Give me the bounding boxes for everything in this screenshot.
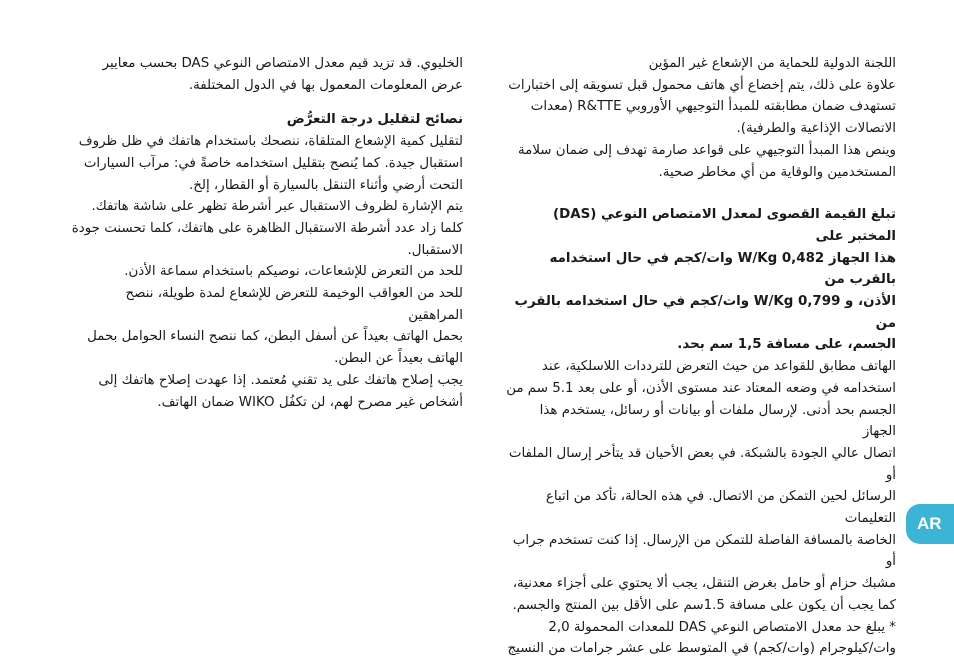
das-value-line: الأذن، و 0,799 W/Kg وات/كجم في حال استخدامه بالقرب من — [514, 294, 896, 331]
tips-line: الاستقبال. — [407, 242, 463, 258]
das-value-line: هذا الجهاز 0,482 W/Kg وات/كجم في حال استخدامه بالقرب من — [549, 250, 896, 288]
body-line: كما يجب أن يكون على مسافة 1.5سم على الأقل بين المنتج والجسم. — [512, 597, 896, 613]
intro-line: اللجنة الدولية للحماية من الإشعاع غير المؤين — [648, 56, 896, 71]
intro-line: الاتصالات الإذاعية والطرفية). — [736, 121, 896, 137]
tips-heading: نصائح لتقليل درجة التعرُّض — [286, 112, 463, 128]
body-line: استخدامه في وضعه المعتاد عند مستوى الأذن، أو على بعد 5.1 سم من — [506, 380, 896, 396]
body-line: وات/كيلوجرام (وات/كجم) في المتوسط على عشر جرامات من النسيج — [507, 641, 896, 657]
body-line: اتصال عالي الجودة بالشبكة. في بعض الأحيان قد يتأخر إرسال الملفات أو — [508, 445, 896, 483]
intro-line: تستهدف ضمان مطابقته للمبدأ التوجيهي الأوروبي R&TTE (معدات — [530, 99, 896, 115]
tips-line: يجب إصلاح هاتفك على يد تقني مُعتمد. إذا عهدت إصلاح هاتفك إلى — [98, 372, 463, 388]
language-badge: AR — [906, 504, 954, 544]
continuation-line: عرض المعلومات المعمول بها في الدول المختلفة. — [188, 77, 463, 93]
body-line: الجسم بحد أدنى. لإرسال ملفات أو بيانات أو رسائل، يستخدم هذا الجهاز — [539, 402, 896, 440]
body-line: * يبلغ حد معدل الامتصاص النوعي DAS للمعدات المحمولة 2,0 — [548, 619, 896, 635]
tips-line: بحمل الهاتف بعيداً عن أسفل البطن، كما ننصح النساء الحوامل بحمل — [87, 329, 463, 345]
tips-line: التحت أرضي وأثناء التنقل بالسيارة أو القطار، إلخ. — [188, 177, 463, 193]
body-line: مشبك حزام أو حامل بغرض التنقل، يجب ألا يحتوي على أجزاء معدنية، — [512, 576, 896, 592]
das-value-line: تبلغ القيمة القصوى لمعدل الامتصاص النوعي (DAS) المختبر على — [552, 207, 896, 244]
left-column — [70, 53, 463, 413]
tips-line: يتم الإشارة لظروف الاستقبال عبر أشرطة تظهر على شاشة هاتفك. — [91, 199, 463, 215]
tips-line: استقبال جيدة. كما يُنصح بتقليل استخدامه خاصةً في: مرآب السيارات — [83, 155, 463, 171]
body-line: الرسائل لحين التمكن من الاتصال. في هذه الحالة، تأكد من اتباع التعليمات — [545, 489, 896, 527]
tips-line: للحد من التعرض للإشعاعات، نوصيكم باستخدام سماعة الأذن. — [124, 264, 463, 280]
body-line: الخاصة بالمسافة الفاصلة للتمكن من الإرسال. إذا كنت تستخدم جراب أو — [512, 532, 896, 570]
tips-line: للحد من العواقب الوخيمة للتعرض للإشعاع لمدة طويلة، ننصح المراهقين — [125, 286, 463, 323]
body-line: الهاتف مطابق للقواعد من حيث التعرض للترددات اللاسلكية، عند — [541, 359, 896, 375]
tips-line: أشخاص غير مصرح لهم، لن تكفُل WIKO ضمان الهاتف. — [157, 394, 463, 410]
das-value-line: الجسم، على مسافة 1,5 سم بحد. — [677, 337, 896, 353]
intro-line: المستخدمين والوقاية من أي مخاطر صحية. — [658, 164, 896, 180]
tips-line: كلما زاد عدد أشرطة الاستقبال الظاهرة على هاتفك، كلما تحسنت جودة — [71, 220, 463, 236]
intro-line: وينص هذا المبدأ التوجيهي على قواعد صارمة تهدف إلى ضمان سلامة — [517, 142, 896, 158]
tips-line: لتقليل كمية الإشعاع المتلقاة، ننصحك باستخدام هاتفك في ظل ظروف — [78, 134, 463, 150]
right-column — [505, 53, 896, 660]
intro-line: علاوة على ذلك، يتم إخضاع أي هاتف محمول قبل تسويقه إلى اختبارات — [508, 77, 896, 93]
continuation-line: الخليوي. قد تزيد قيم معدل الامتصاص النوعي DAS بحسب معايير — [102, 56, 463, 71]
tips-line: الهاتف بعيداً عن البطن. — [334, 351, 463, 367]
